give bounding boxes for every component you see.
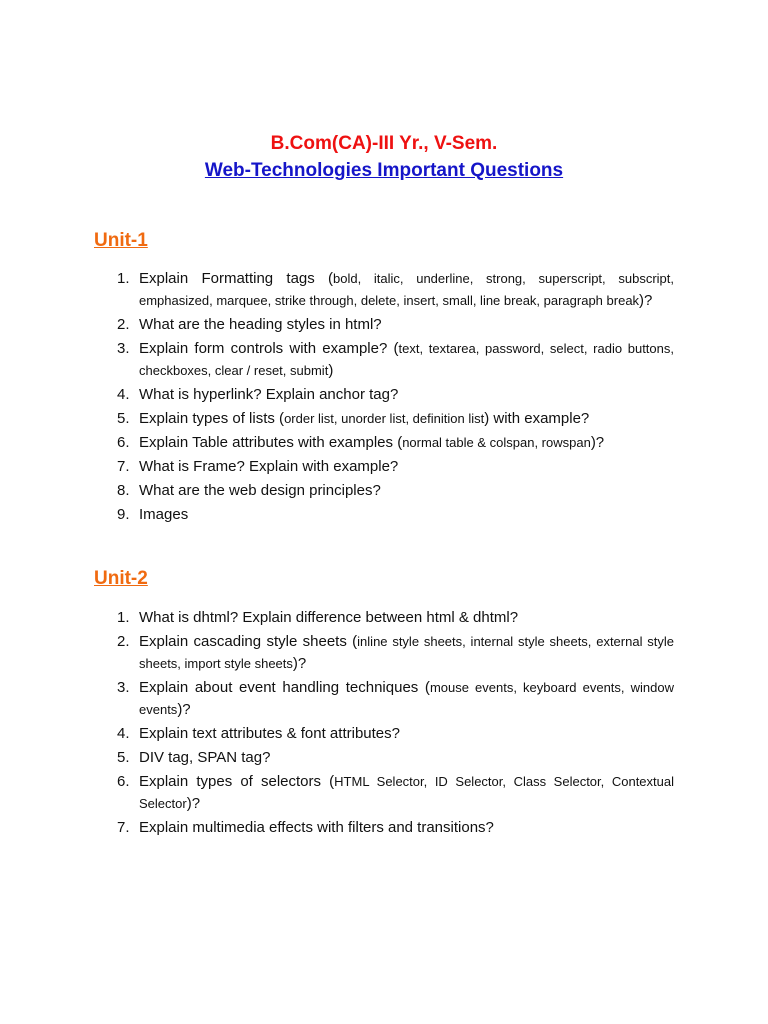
question-number: 2. — [117, 316, 130, 333]
question-item — [0, 408, 674, 430]
question-detail: bold, italic, underline, strong, superscript, subscript, emphasized, marquee, strike through, delete, insert, small, line break, paragraph break — [139, 271, 674, 308]
question-number: 2. — [117, 633, 130, 650]
question-number: 4. — [117, 386, 130, 403]
question-text: Explain Formatting tags ( — [139, 270, 334, 287]
question-text: Explain multimedia effects with filters and transitions? — [139, 819, 494, 836]
question-tail: ) — [328, 362, 334, 379]
question-detail: mouse events, keyboard events, window events — [139, 680, 674, 717]
question-number: 7. — [117, 819, 130, 836]
question-item — [0, 314, 674, 336]
question-text: Explain about event handling techniques ( — [139, 679, 430, 696]
question-detail: HTML Selector, ID Selector, Class Selector, Contextual Selector — [139, 774, 674, 811]
question-detail: order list, unorder list, definition list — [284, 411, 485, 426]
question-number: 3. — [117, 340, 130, 357]
question-number: 7. — [117, 458, 130, 475]
question-tail: )? — [186, 795, 201, 812]
question-tail: )? — [639, 292, 653, 309]
question-number: 6. — [117, 773, 130, 790]
question-number: 4. — [117, 725, 130, 742]
question-item — [0, 338, 674, 382]
unit-1-question-list — [0, 268, 768, 528]
question-text: Explain form controls with example? ( — [139, 340, 399, 357]
question-text: Explain types of lists ( — [139, 410, 285, 427]
question-text: DIV tag, SPAN tag? — [139, 749, 271, 766]
question-text: Explain text attributes & font attributes? — [139, 725, 400, 742]
question-item — [0, 607, 674, 629]
question-detail: text, textarea, password, select, radio buttons, checkboxes, clear / reset, submit — [139, 341, 674, 378]
question-text: What is dhtml? Explain difference between html & dhtml? — [139, 609, 519, 626]
question-detail: inline style sheets, internal style sheets, external style sheets, import style sheets — [139, 634, 674, 671]
question-number: 5. — [117, 749, 130, 766]
question-tail: ) with example? — [484, 410, 590, 427]
unit-2-heading: Unit-2 — [94, 568, 148, 589]
question-item — [0, 432, 674, 454]
question-text: What is Frame? Explain with example? — [139, 458, 399, 475]
document-title: Web-Technologies Important Questions — [204, 160, 564, 181]
question-tail: )? — [590, 434, 605, 451]
question-number: 9. — [117, 506, 130, 523]
question-text: What are the web design principles? — [139, 482, 381, 499]
question-item — [0, 723, 674, 745]
question-text: What are the heading styles in html? — [139, 316, 382, 333]
question-text: Explain Table attributes with examples ( — [139, 434, 403, 451]
unit-2-question-list — [0, 607, 768, 841]
question-item — [0, 384, 674, 406]
question-text: Explain types of selectors ( — [139, 773, 335, 790]
question-item — [0, 771, 674, 815]
question-item — [0, 817, 674, 839]
question-number: 1. — [117, 609, 130, 626]
question-item — [0, 480, 674, 502]
question-item — [0, 677, 674, 721]
question-item — [0, 747, 674, 769]
question-text: What is hyperlink? Explain anchor tag? — [139, 386, 399, 403]
question-number: 3. — [117, 679, 130, 696]
question-tail: )? — [177, 701, 191, 718]
course-title: B.Com(CA)-III Yr., V-Sem. — [270, 133, 498, 154]
question-item — [0, 631, 674, 675]
question-tail: )? — [292, 655, 307, 672]
question-number: 1. — [117, 270, 130, 287]
question-number: 8. — [117, 482, 130, 499]
question-item — [0, 456, 674, 478]
question-number: 6. — [117, 434, 130, 451]
question-number: 5. — [117, 410, 130, 427]
question-text: Images — [139, 506, 189, 523]
question-detail: normal table & colspan, rowspan — [402, 435, 591, 450]
unit-1-heading: Unit-1 — [94, 230, 148, 251]
question-text: Explain cascading style sheets ( — [139, 633, 358, 650]
question-item — [0, 268, 674, 312]
question-item — [0, 504, 674, 526]
